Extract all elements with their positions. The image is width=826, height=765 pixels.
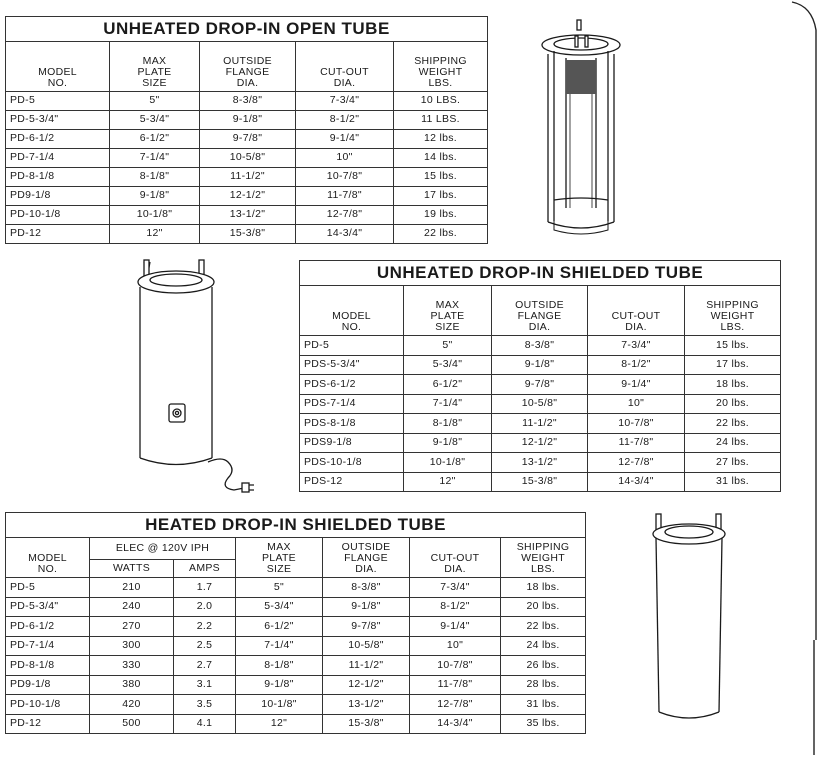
value-cell: 11-7/8": [410, 675, 501, 695]
value-cell: 5-3/4": [404, 355, 492, 375]
col-header-max-plate: MAX PLATE SIZE: [110, 42, 200, 92]
col-header-cutout: CUT-OUT DIA.: [296, 42, 394, 92]
value-cell: 10": [296, 149, 394, 168]
value-cell: 20 lbs.: [685, 394, 781, 414]
table-row: [300, 433, 781, 453]
table-row: [6, 187, 488, 206]
value-cell: 11 LBS.: [394, 111, 488, 130]
value-cell: 15 lbs.: [394, 168, 488, 187]
value-cell: 8-3/8": [200, 92, 296, 111]
table-row: [6, 617, 586, 637]
value-cell: 7-3/4": [410, 578, 501, 598]
table-row: [300, 355, 781, 375]
value-cell: 2.2: [174, 617, 236, 637]
model-cell: PD-5-3/4": [6, 597, 90, 617]
model-cell: PD-7-1/4: [6, 636, 90, 656]
value-cell: 9-1/4": [410, 617, 501, 637]
value-cell: 9-1/4": [296, 130, 394, 149]
table-row: [6, 675, 586, 695]
value-cell: 15-3/8": [323, 714, 410, 734]
value-cell: 10-1/8": [110, 206, 200, 225]
value-cell: 2.0: [174, 597, 236, 617]
unheated-shielded-tube-table: [299, 260, 781, 492]
model-cell: PD-8-1/8: [6, 656, 90, 676]
value-cell: 10-1/8": [404, 453, 492, 473]
value-cell: 2.5: [174, 636, 236, 656]
value-cell: 18 lbs.: [685, 375, 781, 395]
value-cell: 10-5/8": [200, 149, 296, 168]
value-cell: 19 lbs.: [394, 206, 488, 225]
value-cell: 9-1/8": [323, 597, 410, 617]
value-cell: 17 lbs.: [685, 355, 781, 375]
table-row: [300, 472, 781, 492]
value-cell: 9-7/8": [200, 130, 296, 149]
value-cell: 9-7/8": [492, 375, 588, 395]
model-cell: PD-5-3/4": [6, 111, 110, 130]
model-cell: PD-6-1/2: [6, 617, 90, 637]
value-cell: 12-1/2": [492, 433, 588, 453]
table-row: [300, 336, 781, 356]
value-cell: 20 lbs.: [501, 597, 586, 617]
model-cell: PD-10-1/8: [6, 206, 110, 225]
heated-shielded-tube-table: [5, 512, 586, 734]
value-cell: 14 lbs.: [394, 149, 488, 168]
value-cell: 9-1/8": [236, 675, 323, 695]
col-header-weight: SHIPPING WEIGHT LBS.: [394, 42, 488, 92]
value-cell: 14-3/4": [588, 472, 685, 492]
value-cell: 13-1/2": [323, 695, 410, 715]
value-cell: 500: [90, 714, 174, 734]
value-cell: 31 lbs.: [685, 472, 781, 492]
table-row: [6, 130, 488, 149]
table-row: [6, 225, 488, 244]
value-cell: 10 LBS.: [394, 92, 488, 111]
value-cell: 9-1/8": [404, 433, 492, 453]
value-cell: 5-3/4": [110, 111, 200, 130]
model-cell: PD-5: [6, 92, 110, 111]
value-cell: 6-1/2": [110, 130, 200, 149]
shielded-tube-dispenser-illustration: [650, 510, 742, 728]
model-cell: PD-8-1/8: [6, 168, 110, 187]
value-cell: 10-7/8": [410, 656, 501, 676]
value-cell: 14-3/4": [410, 714, 501, 734]
table-row: [6, 695, 586, 715]
model-cell: PD-5: [300, 336, 404, 356]
value-cell: 5": [404, 336, 492, 356]
value-cell: 12-7/8": [410, 695, 501, 715]
value-cell: 31 lbs.: [501, 695, 586, 715]
value-cell: 22 lbs.: [394, 225, 488, 244]
value-cell: 26 lbs.: [501, 656, 586, 676]
value-cell: 12-1/2": [200, 187, 296, 206]
value-cell: 2.7: [174, 656, 236, 676]
value-cell: 12": [404, 472, 492, 492]
value-cell: 3.5: [174, 695, 236, 715]
value-cell: 8-1/8": [110, 168, 200, 187]
col-header-cutout: CUT-OUT DIA.: [588, 286, 685, 336]
table-row: [300, 375, 781, 395]
value-cell: 270: [90, 617, 174, 637]
value-cell: 22 lbs.: [685, 414, 781, 434]
table-title: UNHEATED DROP-IN OPEN TUBE: [6, 17, 488, 42]
value-cell: 11-1/2": [323, 656, 410, 676]
value-cell: 10-7/8": [588, 414, 685, 434]
col-header-cutout: CUT-OUT DIA.: [410, 538, 501, 578]
open-tube-dispenser-illustration: [538, 18, 628, 240]
value-cell: 4.1: [174, 714, 236, 734]
value-cell: 15-3/8": [200, 225, 296, 244]
value-cell: 10-5/8": [323, 636, 410, 656]
table-row: [300, 414, 781, 434]
value-cell: 12": [236, 714, 323, 734]
model-cell: PD-12: [6, 714, 90, 734]
model-cell: PDS-5-3/4": [300, 355, 404, 375]
value-cell: 420: [90, 695, 174, 715]
model-cell: PD-6-1/2: [6, 130, 110, 149]
value-cell: 8-1/8": [404, 414, 492, 434]
value-cell: 22 lbs.: [501, 617, 586, 637]
value-cell: 5": [236, 578, 323, 598]
heated-tube-dispenser-illustration: [136, 256, 262, 498]
value-cell: 11-1/2": [200, 168, 296, 187]
col-header-model: MODEL NO.: [6, 42, 110, 92]
model-cell: PD-7-1/4: [6, 149, 110, 168]
col-header-max-plate: MAX PLATE SIZE: [404, 286, 492, 336]
value-cell: 9-1/4": [588, 375, 685, 395]
col-header-flange: OUTSIDE FLANGE DIA.: [200, 42, 296, 92]
table-row: [6, 656, 586, 676]
table-row: [6, 92, 488, 111]
value-cell: 240: [90, 597, 174, 617]
value-cell: 27 lbs.: [685, 453, 781, 473]
value-cell: 10-5/8": [492, 394, 588, 414]
value-cell: 5": [110, 92, 200, 111]
value-cell: 6-1/2": [404, 375, 492, 395]
value-cell: 10-1/8": [236, 695, 323, 715]
table-title: HEATED DROP-IN SHIELDED TUBE: [6, 513, 586, 538]
model-cell: PD-10-1/8: [6, 695, 90, 715]
col-header-model: MODEL NO.: [300, 286, 404, 336]
value-cell: 9-1/8": [110, 187, 200, 206]
value-cell: 12-1/2": [323, 675, 410, 695]
value-cell: 8-1/2": [410, 597, 501, 617]
value-cell: 12-7/8": [588, 453, 685, 473]
value-cell: 7-1/4": [404, 394, 492, 414]
table-row: [6, 111, 488, 130]
value-cell: 17 lbs.: [394, 187, 488, 206]
value-cell: 11-7/8": [588, 433, 685, 453]
model-cell: PD9-1/8: [6, 187, 110, 206]
value-cell: 15-3/8": [492, 472, 588, 492]
value-cell: 12 lbs.: [394, 130, 488, 149]
model-cell: PDS-8-1/8: [300, 414, 404, 434]
unheated-open-tube-table: [5, 16, 488, 244]
model-cell: PD-12: [6, 225, 110, 244]
value-cell: 14-3/4": [296, 225, 394, 244]
value-cell: 9-1/8": [200, 111, 296, 130]
value-cell: 13-1/2": [492, 453, 588, 473]
model-cell: PDS9-1/8: [300, 433, 404, 453]
col-header-flange: OUTSIDE FLANGE DIA.: [323, 538, 410, 578]
value-cell: 1.7: [174, 578, 236, 598]
value-cell: 8-3/8": [492, 336, 588, 356]
table-row: [6, 578, 586, 598]
value-cell: 9-7/8": [323, 617, 410, 637]
value-cell: 13-1/2": [200, 206, 296, 225]
table-row: [300, 453, 781, 473]
value-cell: 300: [90, 636, 174, 656]
value-cell: 11-7/8": [296, 187, 394, 206]
model-cell: PD9-1/8: [6, 675, 90, 695]
value-cell: 210: [90, 578, 174, 598]
model-cell: PD-5: [6, 578, 90, 598]
col-header-model: MODEL NO.: [6, 538, 90, 578]
col-header-max-plate: MAX PLATE SIZE: [236, 538, 323, 578]
value-cell: 35 lbs.: [501, 714, 586, 734]
value-cell: 18 lbs.: [501, 578, 586, 598]
value-cell: 28 lbs.: [501, 675, 586, 695]
value-cell: 12": [110, 225, 200, 244]
col-header-amps: AMPS: [174, 560, 236, 578]
col-header-watts: WATTS: [90, 560, 174, 578]
value-cell: 6-1/2": [236, 617, 323, 637]
value-cell: 10": [588, 394, 685, 414]
table-row: [6, 597, 586, 617]
value-cell: 10-7/8": [296, 168, 394, 187]
table-row: [300, 394, 781, 414]
value-cell: 7-1/4": [110, 149, 200, 168]
col-header-weight: SHIPPING WEIGHT LBS.: [685, 286, 781, 336]
value-cell: 15 lbs.: [685, 336, 781, 356]
col-header-elec: ELEC @ 120V IPH: [90, 538, 236, 560]
col-header-weight: SHIPPING WEIGHT LBS.: [501, 538, 586, 578]
value-cell: 380: [90, 675, 174, 695]
table-title: UNHEATED DROP-IN SHIELDED TUBE: [300, 261, 781, 286]
value-cell: 8-1/8": [236, 656, 323, 676]
value-cell: 8-3/8": [323, 578, 410, 598]
table-row: [6, 206, 488, 225]
value-cell: 7-3/4": [296, 92, 394, 111]
page-edge-line: [790, 0, 826, 765]
col-header-flange: OUTSIDE FLANGE DIA.: [492, 286, 588, 336]
model-cell: PDS-12: [300, 472, 404, 492]
table-row: [6, 149, 488, 168]
value-cell: 12-7/8": [296, 206, 394, 225]
value-cell: 8-1/2": [296, 111, 394, 130]
value-cell: 5-3/4": [236, 597, 323, 617]
value-cell: 8-1/2": [588, 355, 685, 375]
value-cell: 10": [410, 636, 501, 656]
value-cell: 330: [90, 656, 174, 676]
value-cell: 24 lbs.: [501, 636, 586, 656]
value-cell: 3.1: [174, 675, 236, 695]
table-row: [6, 636, 586, 656]
table-row: [6, 714, 586, 734]
model-cell: PDS-6-1/2: [300, 375, 404, 395]
value-cell: 24 lbs.: [685, 433, 781, 453]
value-cell: 7-3/4": [588, 336, 685, 356]
value-cell: 7-1/4": [236, 636, 323, 656]
value-cell: 9-1/8": [492, 355, 588, 375]
value-cell: 11-1/2": [492, 414, 588, 434]
model-cell: PDS-10-1/8: [300, 453, 404, 473]
table-row: [6, 168, 488, 187]
model-cell: PDS-7-1/4: [300, 394, 404, 414]
